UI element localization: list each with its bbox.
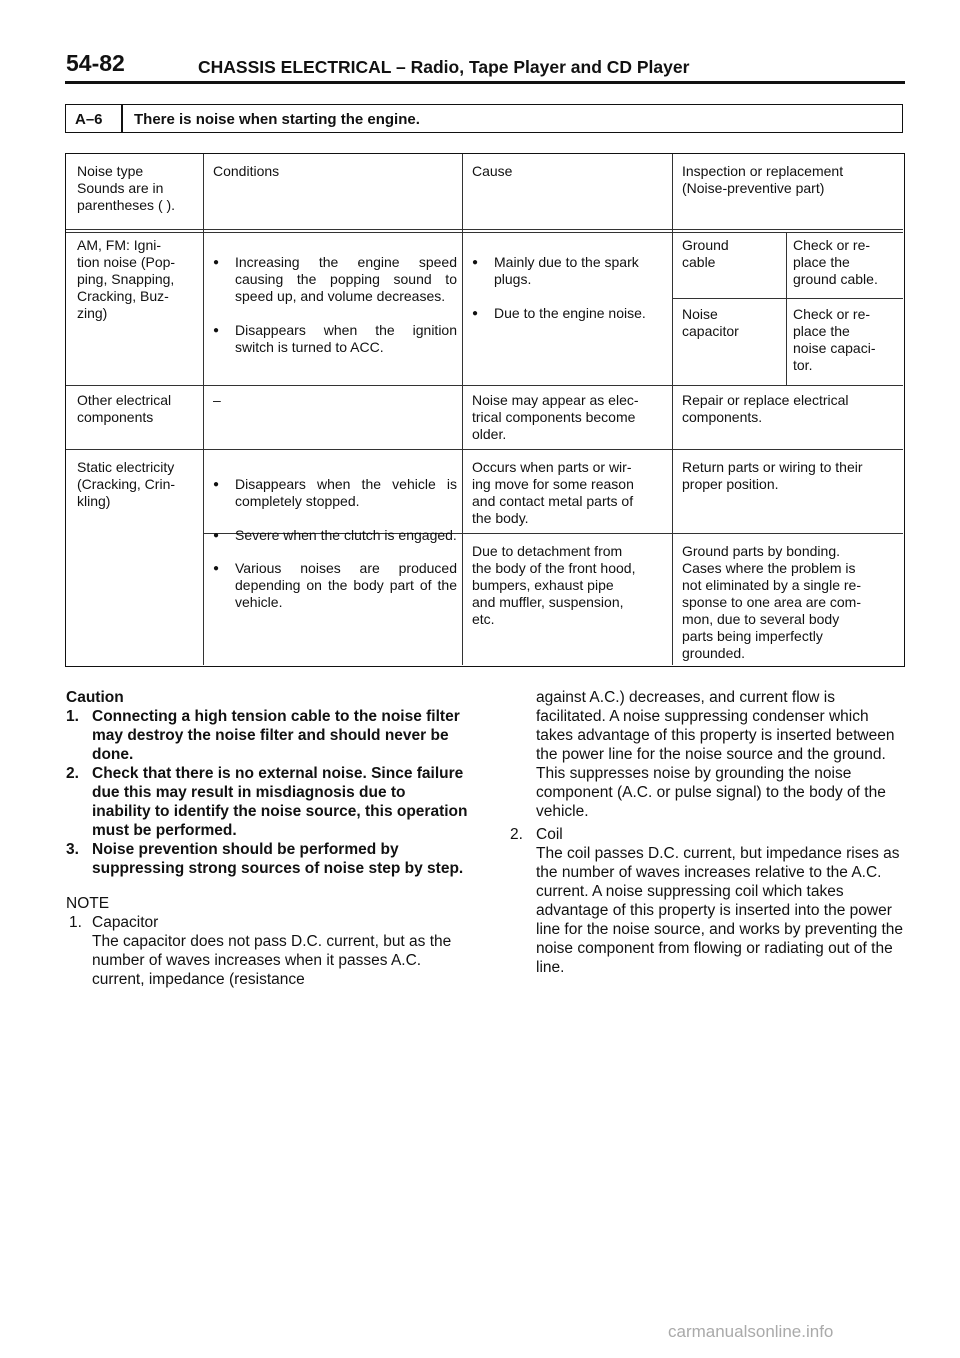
section-id: A–6 [75, 111, 103, 128]
caution-item: 1. Connecting a high tension cable to the noise filter may destroy the noise filter and should never be done. [66, 708, 460, 763]
cause-body: Due to detachment from the body of the front hood, bumpers, exhaust pipe and muffler, suspension, etc. [472, 543, 636, 627]
table-row-divider [66, 229, 903, 230]
table-col-divider [203, 154, 204, 665]
part-ground-cable: Ground cable [682, 237, 729, 270]
header-cause: Cause [472, 163, 513, 179]
noise-diagnosis-table [65, 153, 905, 667]
cause-other: Noise may appear as elec- trical components become older. [472, 392, 639, 442]
noise-type-other: Other electrical components [77, 392, 172, 425]
action-ground-cable: Check or re- place the ground cable. [793, 237, 878, 287]
note-item-coil: 2. Coil The coil passes D.C. current, but impedance rises as the number of waves increases relative to the A.C. current. A noise suppressing coil which takes advantage of this property is inserted into the power line for the noise source, and works by preventing the noise component from flowing or radiating out of the line. [510, 826, 904, 976]
inspection-static: Return parts or wiring to their proper position. [682, 459, 863, 492]
header-rule [65, 81, 905, 84]
header-conditions: Conditions [213, 163, 280, 179]
left-column [66, 688, 468, 989]
conditions-ignition [207, 237, 457, 373]
note-heading: NOTE [66, 895, 110, 912]
condition-other: – [213, 392, 221, 408]
header-noise-type: Noise type Sounds are in parentheses ( ). [77, 163, 176, 213]
table-row-divider [673, 298, 903, 299]
table-col-divider [462, 154, 463, 665]
caution-item: 3. Noise prevention should be performed by suppressing strong sources of noise step by step. [66, 841, 464, 877]
cause-item: ● Mainly due to the spark plugs. [466, 254, 666, 288]
table-row-divider [66, 385, 903, 386]
causes-ignition [466, 237, 666, 339]
note-item-capacitor: 1. Capacitor The capacitor does not pass D.C. current, but as the number of waves increases when it passes A.C. current, impedance (resistance [66, 913, 468, 989]
page-title: CHASSIS ELECTRICAL – Radio, Tape Player and CD Player [198, 57, 690, 77]
note-item-text: The capacitor does not pass D.C. current, but as the number of waves increases when it passes A.C. current, impedance (resistance [92, 933, 452, 988]
condition-item: ● Various noises are produced depending on the body part of the vehicle. [207, 560, 457, 611]
right-column [510, 688, 905, 977]
inspection-body: Ground parts by bonding. Cases where the problem is not eliminated by a single re- sponse to one area are com- mon, due to several body parts being imperfectly grounded. [682, 543, 861, 661]
table-col-divider [672, 154, 673, 665]
page-number: 54-82 [66, 50, 125, 76]
note-capacitor-continued: against A.C.) decreases, and current flow is facilitated. A noise suppressing condenser which takes advantage of this property is inserted between the power line for the noise source and the ground. This suppresses noise by grounding the noise component (A.C. or pulse signal) to the body of the vehicle. [536, 689, 895, 820]
section-heading-box [65, 104, 903, 133]
caution-list [66, 707, 468, 878]
page-header [66, 50, 904, 80]
table-col-divider [786, 232, 787, 385]
condition-item: ● Disappears when the vehicle is completely stopped. [207, 476, 457, 510]
action-noise-capacitor: Check or re- place the noise capaci- tor. [793, 306, 876, 373]
noise-type-static: Static electricity (Cracking, Crin- kling) [77, 459, 176, 509]
note-item-text: The coil passes D.C. current, but impedance rises as the number of waves increases relative to the A.C. current. A noise suppressing coil which takes advantage of this property is inserted into the power line for the noise source, and works by preventing the noise component from flowing or radiating out of the line. [536, 845, 904, 976]
header-inspection: Inspection or replacement (Noise-preventive part) [682, 163, 844, 196]
caution-item: 2. Check that there is no external noise. Since failure due this may result in misdiagnosis due to inability to identify the noise source, this operation must be performed. [66, 765, 468, 839]
section-title: There is noise when starting the engine. [134, 111, 420, 128]
note-item-title: Capacitor [92, 914, 159, 931]
condition-item: ● Increasing the engine speed causing the popping sound to speed up, and volume decreases. [207, 254, 457, 305]
part-noise-capacitor: Noise capacitor [682, 306, 739, 339]
condition-item: ● Severe when the clutch is engaged. [207, 527, 457, 544]
conditions-body [207, 543, 457, 628]
table-row-divider [66, 449, 903, 450]
caution-heading: Caution [66, 689, 124, 706]
note-item-title: Coil [536, 826, 563, 843]
cause-static: Occurs when parts or wir- ing move for some reason and contact metal parts of the body. [472, 459, 634, 526]
noise-type-ignition: AM, FM: Igni- tion noise (Pop- ping, Snapping, Cracking, Buz- zing) [77, 237, 176, 321]
table-row-divider [66, 232, 903, 233]
cause-item: ● Due to the engine noise. [466, 305, 666, 322]
inspection-other: Repair or replace electrical components. [682, 392, 849, 425]
condition-item: ● Disappears when the ignition switch is turned to ACC. [207, 322, 457, 356]
section-divider [121, 105, 123, 132]
watermark: carmanualsonline.info [668, 1322, 834, 1341]
